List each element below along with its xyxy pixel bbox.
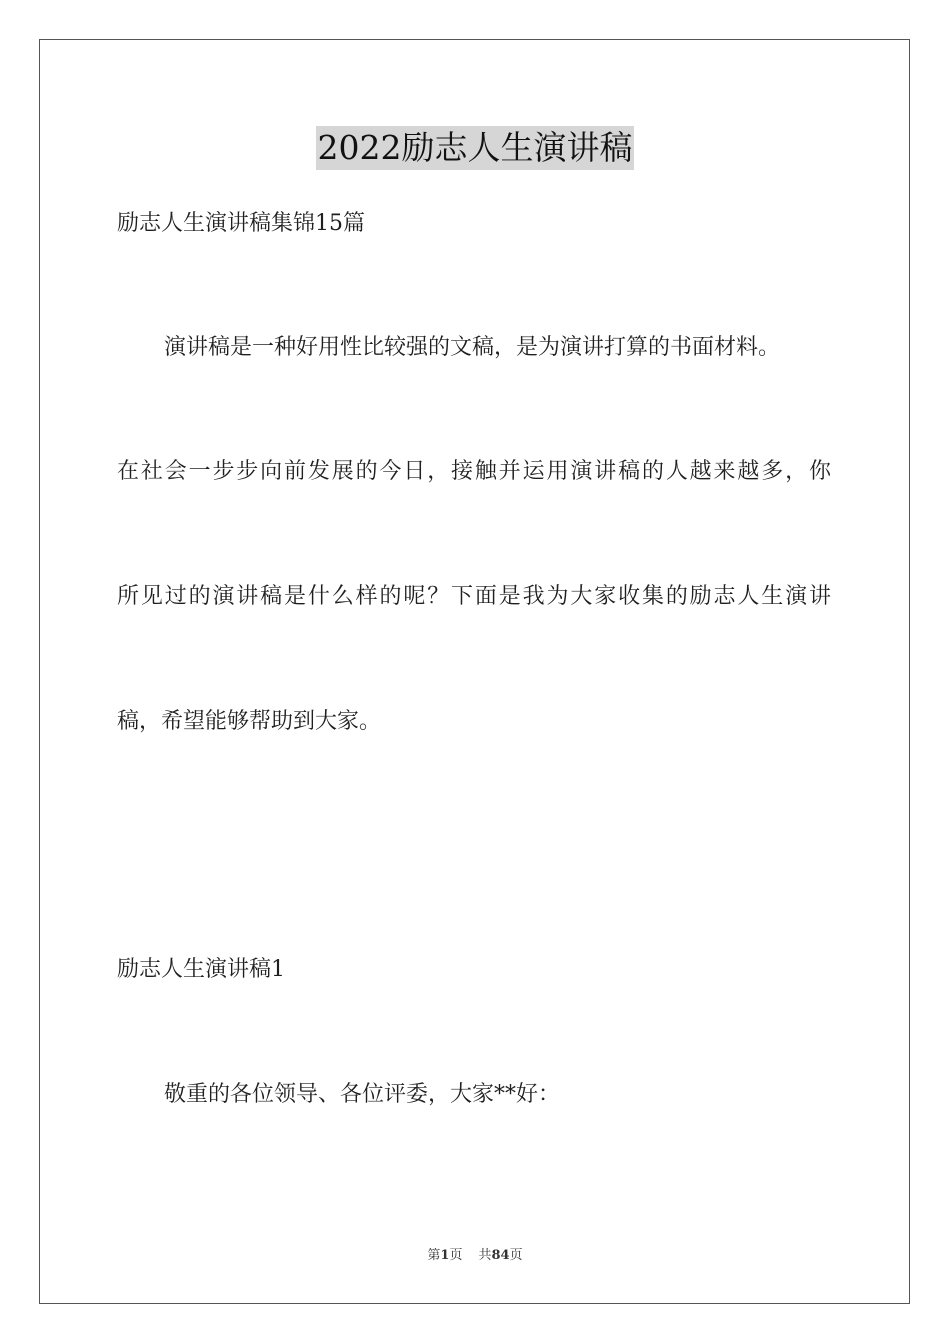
document-title: 2022励志人生演讲稿 — [316, 126, 635, 170]
page-footer — [0, 1247, 950, 1265]
document-subtitle: 励志人生演讲稿集锦15篇 — [117, 211, 365, 236]
footer-page-total: 84 — [491, 1248, 510, 1263]
title-container — [0, 126, 950, 170]
intro-line-2: 在社会一步步向前发展的今日，接触并运用演讲稿的人越来越多，你 — [117, 459, 831, 484]
footer-page-prefix: 第 — [427, 1248, 441, 1263]
intro-line-4: 稿，希望能够帮助到大家。 — [117, 709, 382, 734]
footer-page-mid: 页 — [449, 1248, 463, 1263]
footer-total-prefix: 共 — [478, 1248, 492, 1263]
footer-page-current: 1 — [440, 1248, 450, 1263]
greeting-line: 敬重的各位领导、各位评委，大家**好： — [164, 1082, 561, 1107]
intro-line-1: 演讲稿是一种好用性比较强的文稿，是为演讲打算的书面材料。 — [164, 335, 781, 360]
intro-line-3: 所见过的演讲稿是什么样的呢？下面是我为大家收集的励志人生演讲 — [117, 584, 831, 609]
footer-total-suffix: 页 — [509, 1248, 523, 1263]
section-heading: 励志人生演讲稿1 — [117, 957, 285, 982]
